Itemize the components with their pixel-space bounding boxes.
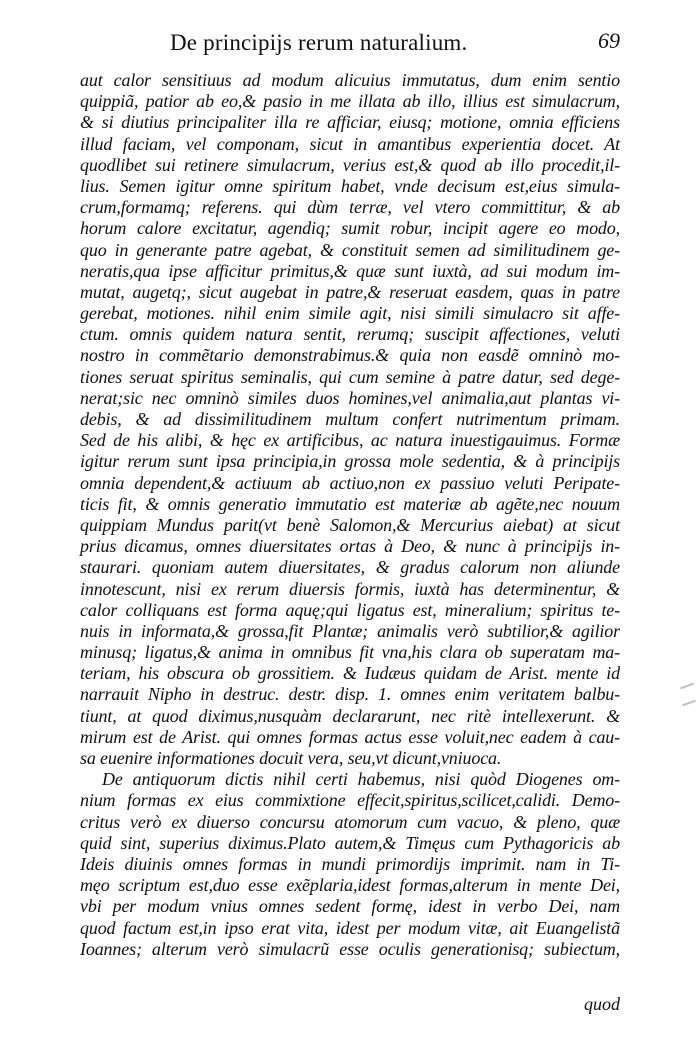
text-line: quodlibet sui retinere simulacrum, verius est,& quod ab illo procedit,il- (80, 154, 620, 175)
text-line: tiones seruat spiritus seminalis, qui cum semine à patre datur, sed dege- (80, 366, 620, 387)
text-line: Sed de his alibi, & hęc ex artificibus, ac natura inuestigauimus. Formæ (80, 430, 620, 451)
text-line: quod factum est,in ipso erat vita, idest per modum vitæ, ait Euangelistã (80, 917, 620, 938)
body-text (80, 70, 620, 960)
text-line: innotescunt, nisi ex rerum diuersis formis, iuxtà has determinentur, & (80, 578, 620, 599)
text-line: sa euenire informationes docuit vera, seu,vt dicunt,vniuoca. (80, 748, 502, 768)
text-line: mirum est de Arist. qui omnes formas actus esse voluit,nec eadem à cau- (80, 726, 620, 747)
text-line: nerat;sic nec omninò similes duos homines,vel animalia,aut plantas vi- (80, 387, 620, 408)
running-title: De principijs rerum naturalium. (170, 30, 468, 55)
text-line: nium formas ex eius commixtione effecit,spiritus,scilicet,calidi. Demo- (80, 790, 620, 811)
text-line: lius. Semen igitur omne spiritum habet, vnde decisum est,eius simula- (80, 175, 620, 196)
text-line: quid sint, superius diximus.Plato autem,& Timęus cum Pythagoricis ab (80, 832, 620, 853)
text-line: calor colliquans est forma aquę;qui ligatus est, mineralium; spiritus te- (80, 599, 620, 620)
text-line: critus verò ex diuerso concursu atomorum cum vacuo, & pleno, quæ (80, 811, 620, 832)
text-line: quippiam Mundus parit(vt benè Salomon,& Mercurius aiebat) at sicut (80, 514, 620, 535)
text-line: mutat, augetq;, sicut augebat in patre,& reseruat easdem, quas in patre (80, 281, 620, 302)
text-line: debis, & ad dissimilitudinem multum confert nutrimentum primam. (80, 409, 620, 429)
text-line: teriam, his obscura ob grossitiem. & Iudæus quidam de Arist. mente id (80, 663, 620, 684)
text-line: Ioannes; alterum verò simulacrũ esse oculis generationisq; subiectum, (80, 938, 620, 959)
text-line: De antiquorum dictis nihil certi habemus, nisi quòd Diogenes om- (102, 769, 620, 790)
margin-show-through-mark (680, 683, 694, 690)
text-line: quo in generante patre agebat, & constituit semen ad similitudinem ge- (80, 239, 620, 260)
text-line: & si diutius principaliter illa re afficiar, eiusq; motione, omnia efficiens (80, 112, 620, 133)
text-line: aut calor sensitiuus ad modum alicuius immutatus, dum enim sentio (80, 70, 620, 90)
text-line: illud faciam, vel componam, sicut in amantibus experientia docet. At (80, 133, 620, 154)
text-line: Ideis diuinis omnes formas in mundi primordijs imprimit. nam in Ti- (80, 853, 620, 874)
text-line: nuis in informata,& grossa,fit Plantæ; animalis verò subtilior,& agilior (80, 620, 620, 641)
text-line: prius dicamus, omnes diuersitates ortas à Deo, & nunc à principijs in- (80, 536, 620, 557)
text-line: staurari. quoniam autem diuersitates, & gradus calorum non aliunde (80, 557, 620, 578)
text-line: crum,formamq; referens. qui dùm terræ, vel vtero committitur, & ab (80, 197, 620, 218)
text-line: męo scriptum est,duo esse exẽplaria,idest formas,alterum in mente Dei, (80, 875, 620, 896)
text-line: tiunt, at quod diximus,nusquàm declararunt, nec ritè intellexerunt. & (80, 705, 620, 726)
text-line: narrauit Nipho in destruc. destr. disp. 1. omnes enim veritatem balbu- (80, 684, 620, 705)
text-line: horum calore excitatur, agendiq; sumit robur, incipit agere eo modo, (80, 218, 620, 239)
text-line: quippiã, patior ab eo,& pasio in me illata ab illo, illius est simulacrum, (80, 91, 620, 112)
text-line: ticis fit, & omnis generatio immutatio est materiæ ab agẽte,nec nouum (80, 493, 620, 514)
text-line: neratis,qua ipse afficitur primitus,& quæ sunt iuxtà, ad sui modum im- (80, 260, 620, 281)
text-line: vbi per modum vnius omnes sedent formę, idest in verbo Dei, nam (80, 896, 620, 917)
page-number: 69 (598, 28, 620, 53)
text-line: igitur rerum sunt ipsa principia,in grossa mole sedentia, & à principijs (80, 451, 620, 472)
text-line: gerebat, motiones. nihil enim simile agit, nisi simili simulacro sit affe- (80, 303, 620, 324)
text-line: minusq; ligatus,& anima in omnibus fit vna,his clara ob superatam ma- (80, 642, 620, 663)
page-header (80, 24, 620, 64)
catchword: quod (584, 994, 620, 1014)
text-line: omnia dependent,& actiuum ab actiuo,non ex passiuo veluti Peripate- (80, 472, 620, 493)
text-line: ctum. omnis quidem natura sentit, rerumq; suscipit affectiones, veluti (80, 324, 620, 345)
margin-show-through-mark (682, 700, 696, 707)
text-line: nostro in commẽtario demonstrabimus.& quia non easdẽ omninò mo- (80, 345, 620, 366)
